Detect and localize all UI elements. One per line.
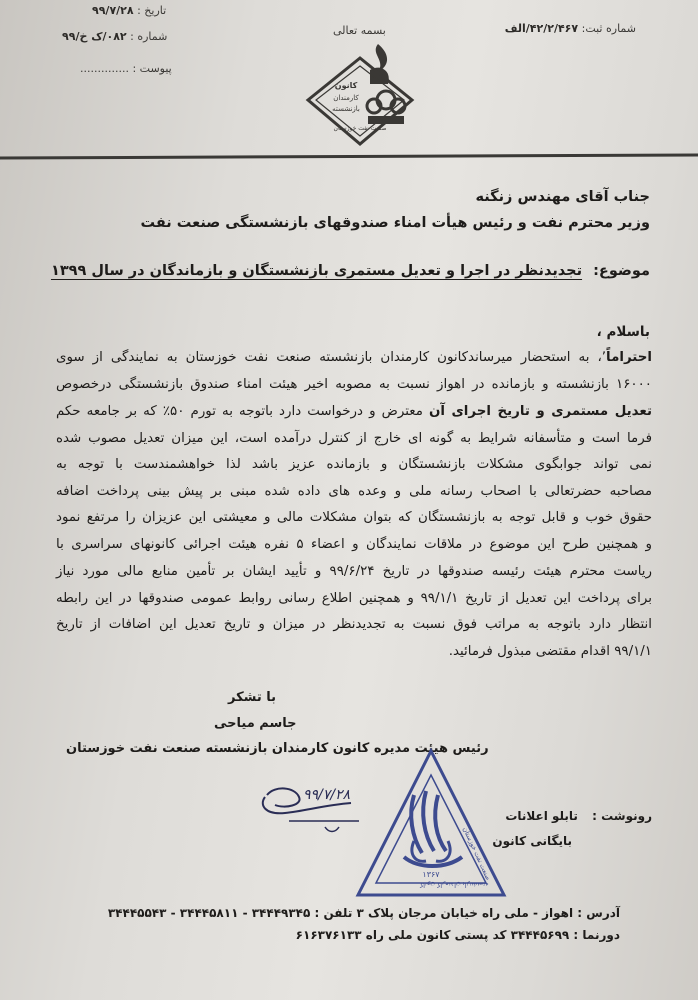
body-line-5: نمی تواند جوابگوی مشکلات بازنشستگان و بازمانده عزیز باشد لذا خواهشمندست با توجه به <box>56 457 652 472</box>
registration-field <box>505 22 636 35</box>
recipient-title: وزیر محترم نفت و رئیس هیأت امناء صندوقهای بازنشستگی صنعت نفت <box>140 215 650 231</box>
subject-label: موضوع: <box>593 263 650 279</box>
cc-block <box>505 809 652 823</box>
registration-value: ۴۲/۲/۴۶۷/الف <box>504 22 579 35</box>
basmala: بسمه تعالی <box>333 24 386 37</box>
subject-text: تجدیدنظر در اجرا و تعدیل مستمری بازنشستگان و بازماندگان در سال ۱۳۹۹ <box>50 263 583 279</box>
stamp-ring-text <box>419 826 493 889</box>
signer-title: رئیس هیئت مدیره کانون کارمندان بازنشسته صنعت نفت خوزستان <box>66 741 489 756</box>
body-line-8: و همچنین طرح این موضوع در ملاقات نمایندگان و اعضاء ۵ نفره هیئت اجرائی کانونهای سراسری با <box>56 537 653 552</box>
cc-label: رونوشت : <box>592 809 652 823</box>
body-line-3 <box>56 405 652 418</box>
stamp-ring-textpath: کانون کارمندان بازنشسته صنعت نفت خوزستان <box>419 825 494 889</box>
logo-text-2: کارمندان <box>333 94 359 102</box>
signature-date: ۹۹/۷/۲۸ <box>303 787 351 803</box>
organization-logo <box>300 40 430 150</box>
number-field <box>62 30 167 43</box>
address-line-1: آدرس : اهواز - ملی راه خیابان مرجان پلاک ۳ تلفن : ۳۴۴۴۹۳۴۵ - ۳۴۴۴۵۸۱۱ - ۳۴۴۴۵۵۴۳ <box>107 906 620 920</box>
body-line-1-text: ٬، به استحضار میرساندکانون کارمندان بازنشسته صنعت نفت خوزستان به نمایندگی از سوی <box>56 350 607 365</box>
signer-name: جاسم میاحی <box>214 716 297 731</box>
body-line-11: انتظار دارد باتوجه به مراتب فوق نسبت به تجدیدنظر در میزان و تاریخ تعدیل این اضافات از تاریخ <box>56 617 652 632</box>
logo-text-4: صنعت نفت خوزستان <box>333 125 387 132</box>
body-line-10: برای پرداخت این تعدیل از تاریخ ۹۹/۱/۱ و همچنین اطلاع رسانی روابط عمومی صندوقها در این رابطه <box>56 591 653 606</box>
stamp-year: ۱۳۶۷ <box>422 870 440 879</box>
attachment-field: پیوست : .............. <box>80 62 172 75</box>
body-line-4: فرما است و متأسفانه شرایط به گونه ای خارج از کنترل درآمده است، این میزان تعدیل مصوب شده <box>56 431 652 446</box>
subject-line <box>51 263 650 279</box>
body-opening: احتراماً <box>606 350 652 365</box>
body-line-2: ۱۶۰۰۰ بازنشسته و بازمانده در اهواز نسبت به مصوبه اخیر هیئت امناء صندوق بازنشستگی درخصوص <box>56 377 652 392</box>
number-label: شماره : <box>130 30 168 43</box>
registration-label: شماره ثبت: <box>581 22 636 35</box>
logo-text-1: کانون <box>334 81 358 90</box>
body-emphasis: تعدیل مستمری و تاریخ اجرای آن <box>428 404 652 419</box>
number-value: ۰۸۲/ک خ/۹۹ <box>62 30 127 43</box>
date-value: ۹۹/۷/۲۸ <box>92 4 134 17</box>
cc-item-2: بایگانی کانون <box>492 834 572 848</box>
date-label: تاریخ : <box>137 4 167 17</box>
body-line-7: حقوق خوب و قابل توجه به بازنشستگان که بتوان مشکلات مالی و معیشتی این عزیزان را مرتفع نمود <box>56 510 652 525</box>
organization-stamp <box>352 745 510 905</box>
recipient-name: جناب آقای مهندس زنگنه <box>475 189 650 205</box>
body-line-9: ریاست محترم هیئت رئیسه صندوقها در تاریخ ۹۹/۶/۲۴ و تأیید ایشان بر تأمین منابع مالی مورد نیاز <box>56 564 652 579</box>
closing-thanks: با تشکر <box>228 690 277 705</box>
date-field <box>92 4 166 17</box>
body-line-3-text: معترض و درخواست دارد باتوجه به تورم ۵۰٪ که بر جامعه حکم <box>56 404 429 419</box>
header-divider <box>0 153 698 159</box>
cc-item-1: تابلو اعلانات <box>505 809 578 823</box>
logo-text-3: بازنشسته <box>332 105 360 113</box>
body-line-1 <box>56 351 652 364</box>
greeting: باسلام ، <box>596 324 650 340</box>
body-line-12: ۹۹/۱/۱ اقدام مقتضی مبذول فرمائید. <box>448 644 652 659</box>
body-line-6: مصاحبه حضرتعالی با اصحاب رسانه ملی و وعده های داده شده مبنی بر پیش بینی پرداخت اضافه <box>56 484 652 499</box>
address-line-2: دورنما : ۳۴۴۴۵۶۹۹ کد پستی کانون ملی راه ۶۱۶۳۷۶۱۳۳ <box>295 928 620 942</box>
